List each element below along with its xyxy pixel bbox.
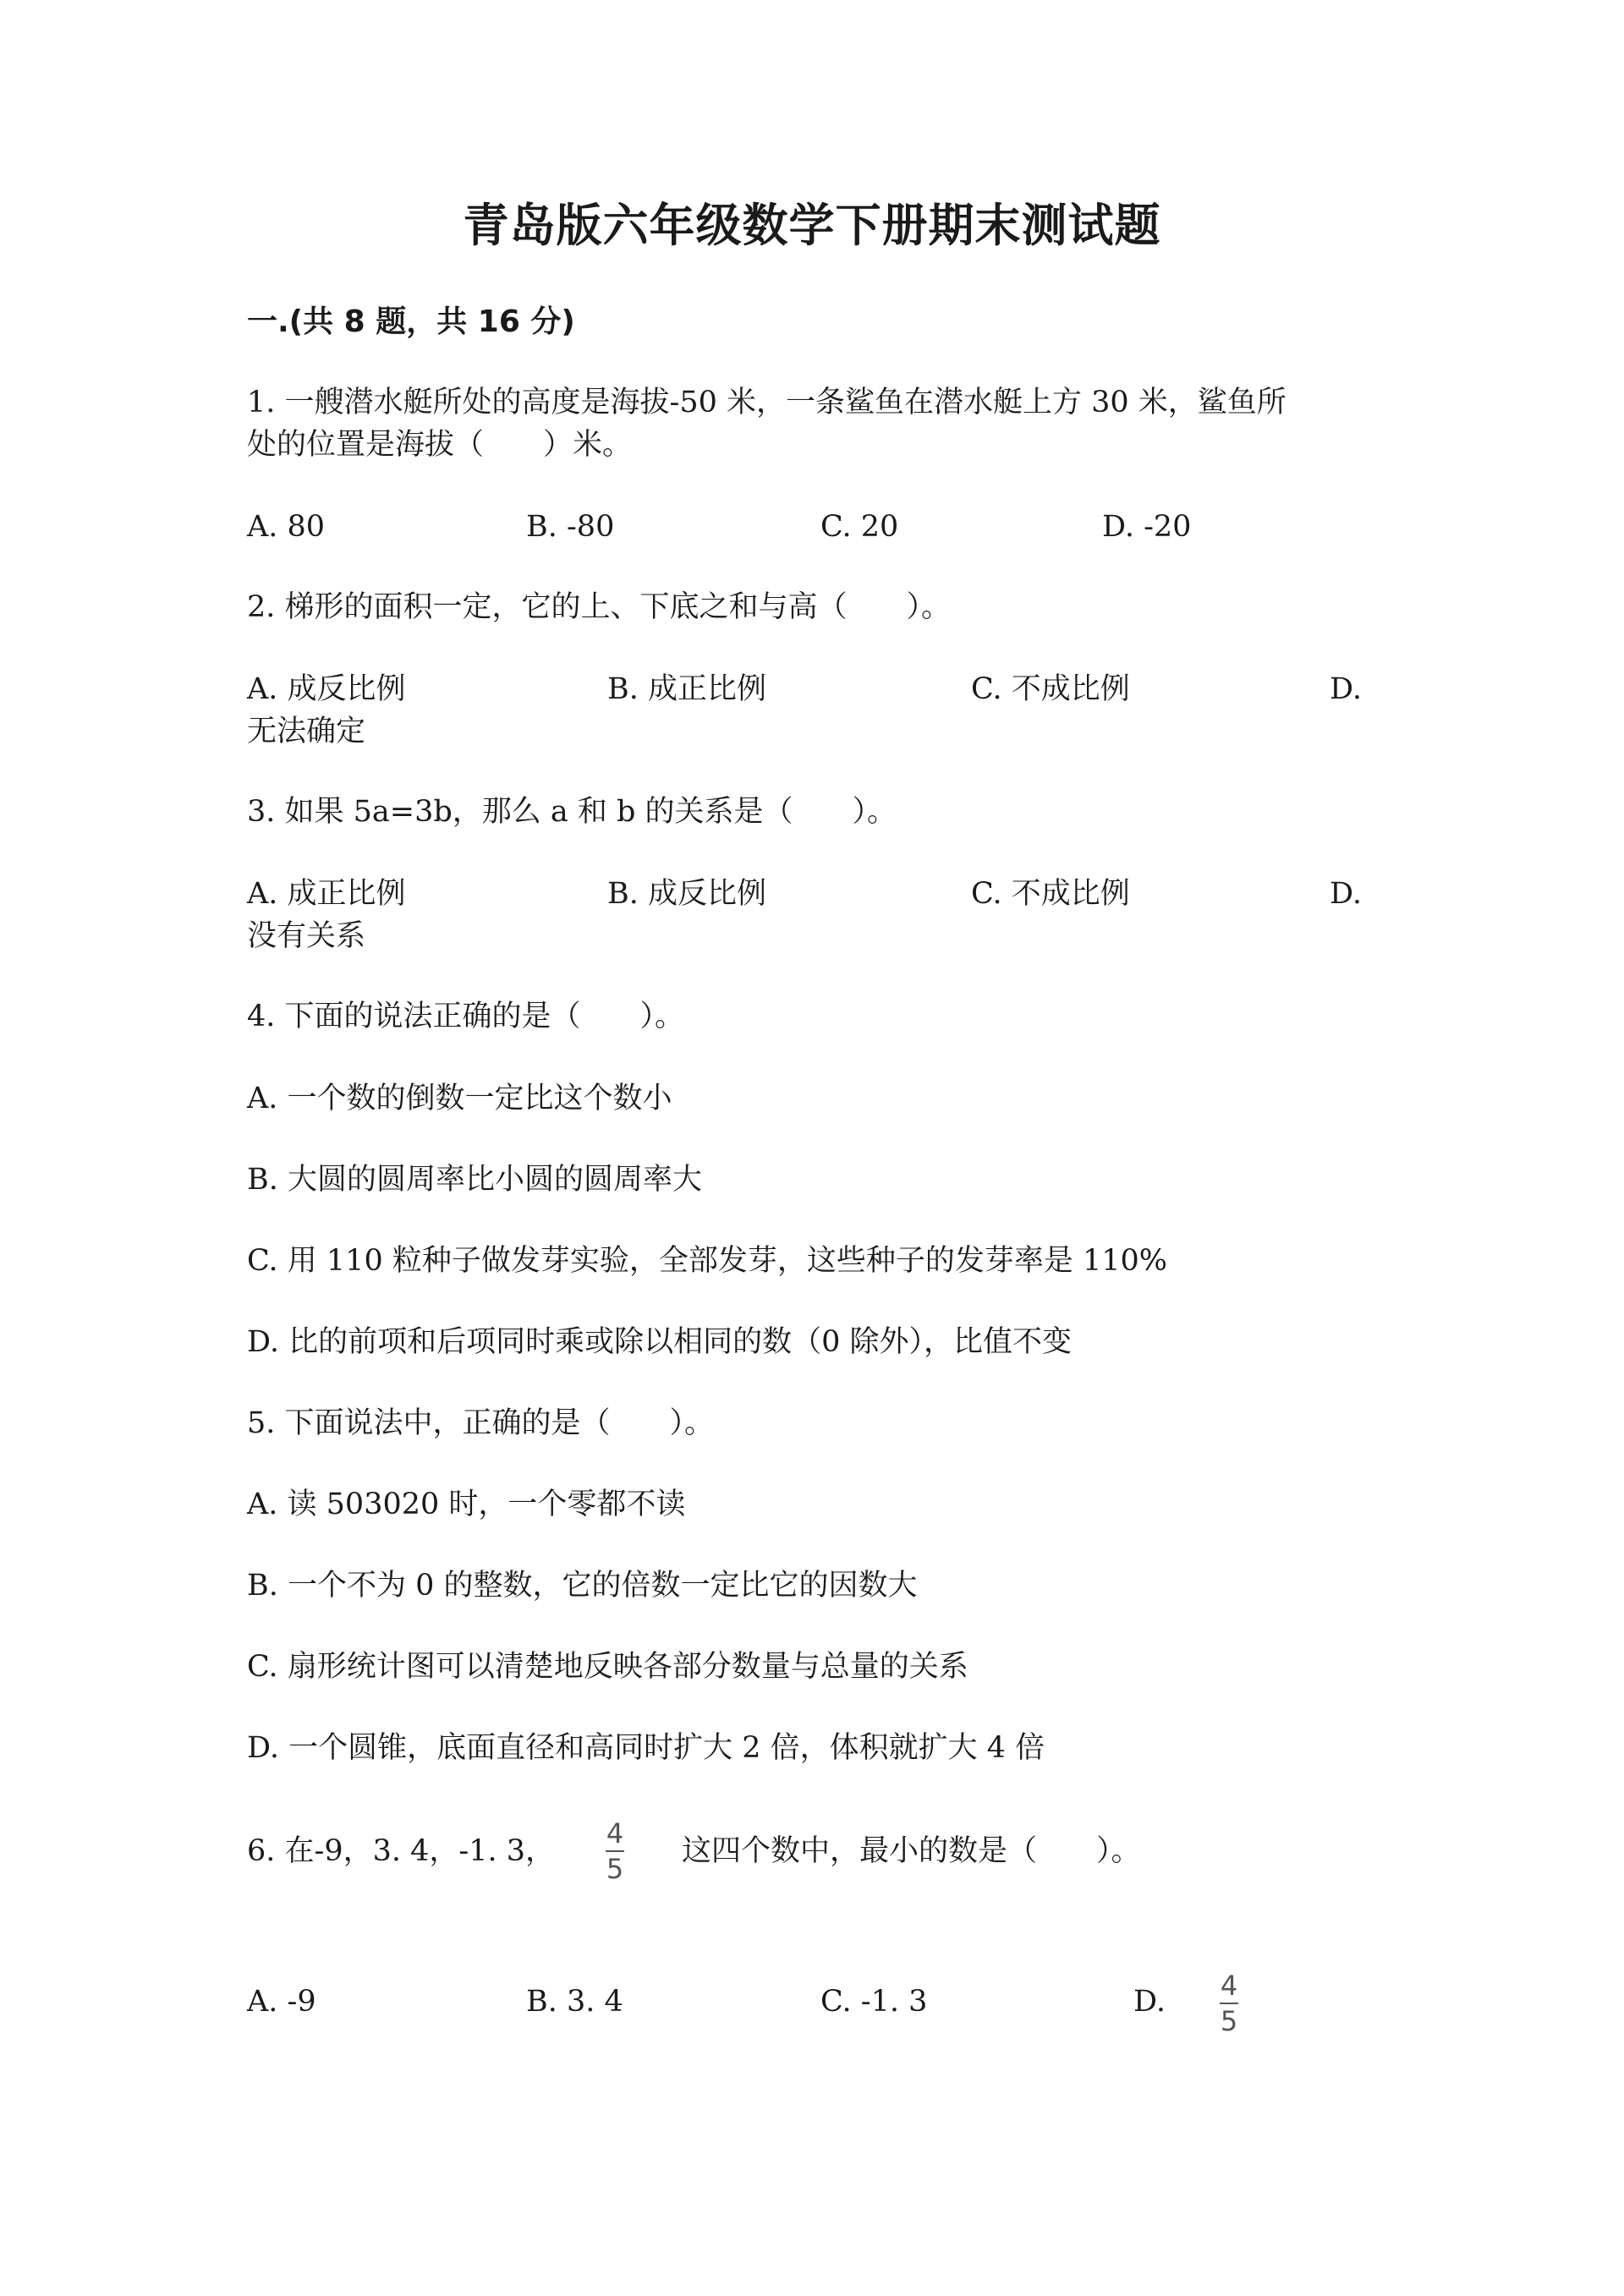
question-1-option-d: D. -20 [1102, 510, 1192, 544]
question-5-option-c: C. 扇形统计图可以清楚地反映各部分数量与总量的关系 [247, 1650, 968, 1684]
question-4-option-c: C. 用 110 粒种子做发芽实验，全部发芽，这些种子的发芽率是 110% [247, 1244, 1168, 1278]
question-5-option-a: A. 读 503020 时，一个零都不读 [247, 1488, 686, 1521]
question-3-option-d: D. [1330, 877, 1362, 911]
section-heading: 一.(共 8 题，共 16 分) [247, 304, 575, 339]
question-6-option-d-numerator: 4 [1220, 1970, 1238, 2002]
question-2-text: 2. 梯形的面积一定，它的上、下底之和与高（ ）。 [247, 590, 952, 624]
question-3-option-d-text: 没有关系 [247, 919, 366, 953]
question-2-option-a: A. 成反比例 [247, 672, 406, 706]
question-4-text: 4. 下面的说法正确的是（ ）。 [247, 1000, 685, 1033]
question-6-option-d-fraction-bar [1220, 2003, 1238, 2004]
question-2-option-b: B. 成正比例 [607, 672, 766, 706]
question-6-option-d: D. [1133, 1985, 1166, 2019]
question-4-option-b: B. 大圆的圆周率比小圆的圆周率大 [247, 1163, 702, 1197]
question-4-option-a: A. 一个数的倒数一定比这个数小 [247, 1082, 672, 1115]
question-5-option-b: B. 一个不为 0 的整数，它的倍数一定比它的因数大 [247, 1569, 918, 1603]
question-5-option-d: D. 一个圆锥，底面直径和高同时扩大 2 倍，体积就扩大 4 倍 [247, 1731, 1045, 1765]
page-title: 青岛版六年级数学下册期末测试题 [463, 199, 1161, 252]
question-2-option-c: C. 不成比例 [971, 672, 1130, 706]
question-3-text: 3. 如果 5a=3b，那么 a 和 b 的关系是（ ）。 [247, 795, 897, 829]
question-6-fraction-bar [606, 1850, 624, 1852]
question-6-option-b: B. 3. 4 [526, 1985, 623, 2019]
question-6-fraction-numerator: 4 [606, 1817, 624, 1849]
question-1-option-b: B. -80 [526, 510, 615, 544]
question-6-option-d-fraction [1220, 1970, 1238, 2036]
question-2-option-d-text: 无法确定 [247, 715, 366, 748]
question-2-option-d: D. [1330, 672, 1362, 706]
question-6-option-c: C. -1. 3 [820, 1985, 928, 2019]
question-6-fraction-denominator: 5 [606, 1853, 624, 1885]
question-1-option-c: C. 20 [820, 510, 899, 544]
question-1-option-a: A. 80 [247, 510, 326, 544]
question-6-option-d-denominator: 5 [1220, 2005, 1238, 2037]
question-6-fraction [606, 1818, 624, 1884]
question-6-option-a: A. -9 [247, 1985, 316, 2019]
question-5-text: 5. 下面说法中，正确的是（ ）。 [247, 1406, 715, 1440]
question-4-option-d: D. 比的前项和后项同时乘或除以相同的数（0 除外），比值不变 [247, 1325, 1072, 1359]
question-1-text-line-2: 处的位置是海拔（ ）米。 [247, 428, 633, 462]
question-1-text-line-1: 1. 一艘潜水艇所处的高度是海拔-50 米，一条鲨鱼在潜水艇上方 30 米，鲨鱼所 [247, 386, 1287, 419]
question-6-text-before: 6. 在-9，3. 4，-1. 3， [247, 1834, 556, 1868]
question-3-option-b: B. 成反比例 [607, 877, 766, 911]
question-3-option-a: A. 成正比例 [247, 877, 406, 911]
question-3-option-c: C. 不成比例 [971, 877, 1130, 911]
question-6-text-after: 这四个数中，最小的数是（ ）。 [682, 1834, 1141, 1868]
